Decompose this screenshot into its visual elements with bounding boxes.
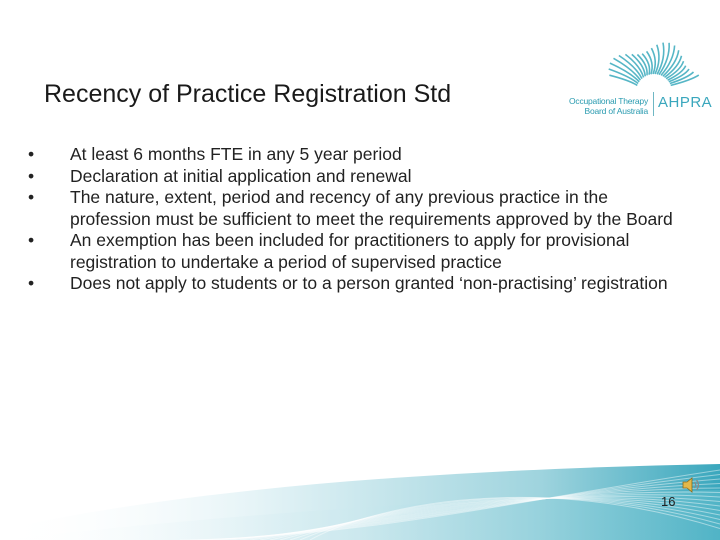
page-number: 16	[661, 494, 676, 509]
logo-board-name	[556, 96, 648, 116]
logo-divider	[653, 92, 654, 116]
bullet-dot: •	[28, 273, 35, 293]
board-logo	[556, 34, 716, 120]
bullet-dot: •	[28, 187, 35, 207]
bullet-text: The nature, extent, period and recency of any previous practice in the profession must be sufficient to meet the requirements approved by the Board	[70, 187, 673, 229]
bullet-dot: •	[28, 165, 35, 186]
bullet-dot: •	[28, 230, 35, 250]
radiating-arc-logo-icon	[556, 34, 716, 94]
bullet-text: Declaration at initial application and renewal	[70, 165, 412, 186]
speaker-icon[interactable]	[680, 474, 702, 496]
logo-ahpra: AHPRA	[658, 94, 713, 111]
bullet-item	[28, 273, 688, 295]
bullet-item	[28, 144, 688, 166]
bullet-dot: •	[28, 144, 35, 164]
logo-ray	[642, 54, 649, 75]
decorative-wave-band	[0, 460, 720, 540]
bullet-text: An exemption has been included for practitioners to apply for provisional registration to undertake a period of supervised practice	[70, 230, 630, 272]
bullet-item	[28, 166, 688, 188]
bullet-text: At least 6 months FTE in any 5 year period	[70, 144, 402, 164]
bullet-text: Does not apply to students or to a person granted ‘non-practising’ registration	[70, 273, 668, 293]
bullet-item	[28, 187, 688, 230]
logo-line-occupational-therapy: Occupational Therapy	[568, 96, 648, 106]
slide-title: Recency of Practice Registration Std	[44, 80, 452, 108]
bullet-item	[28, 230, 688, 273]
logo-line-board-of-australia: Board of Australia	[584, 106, 648, 116]
bullet-list	[28, 144, 688, 295]
